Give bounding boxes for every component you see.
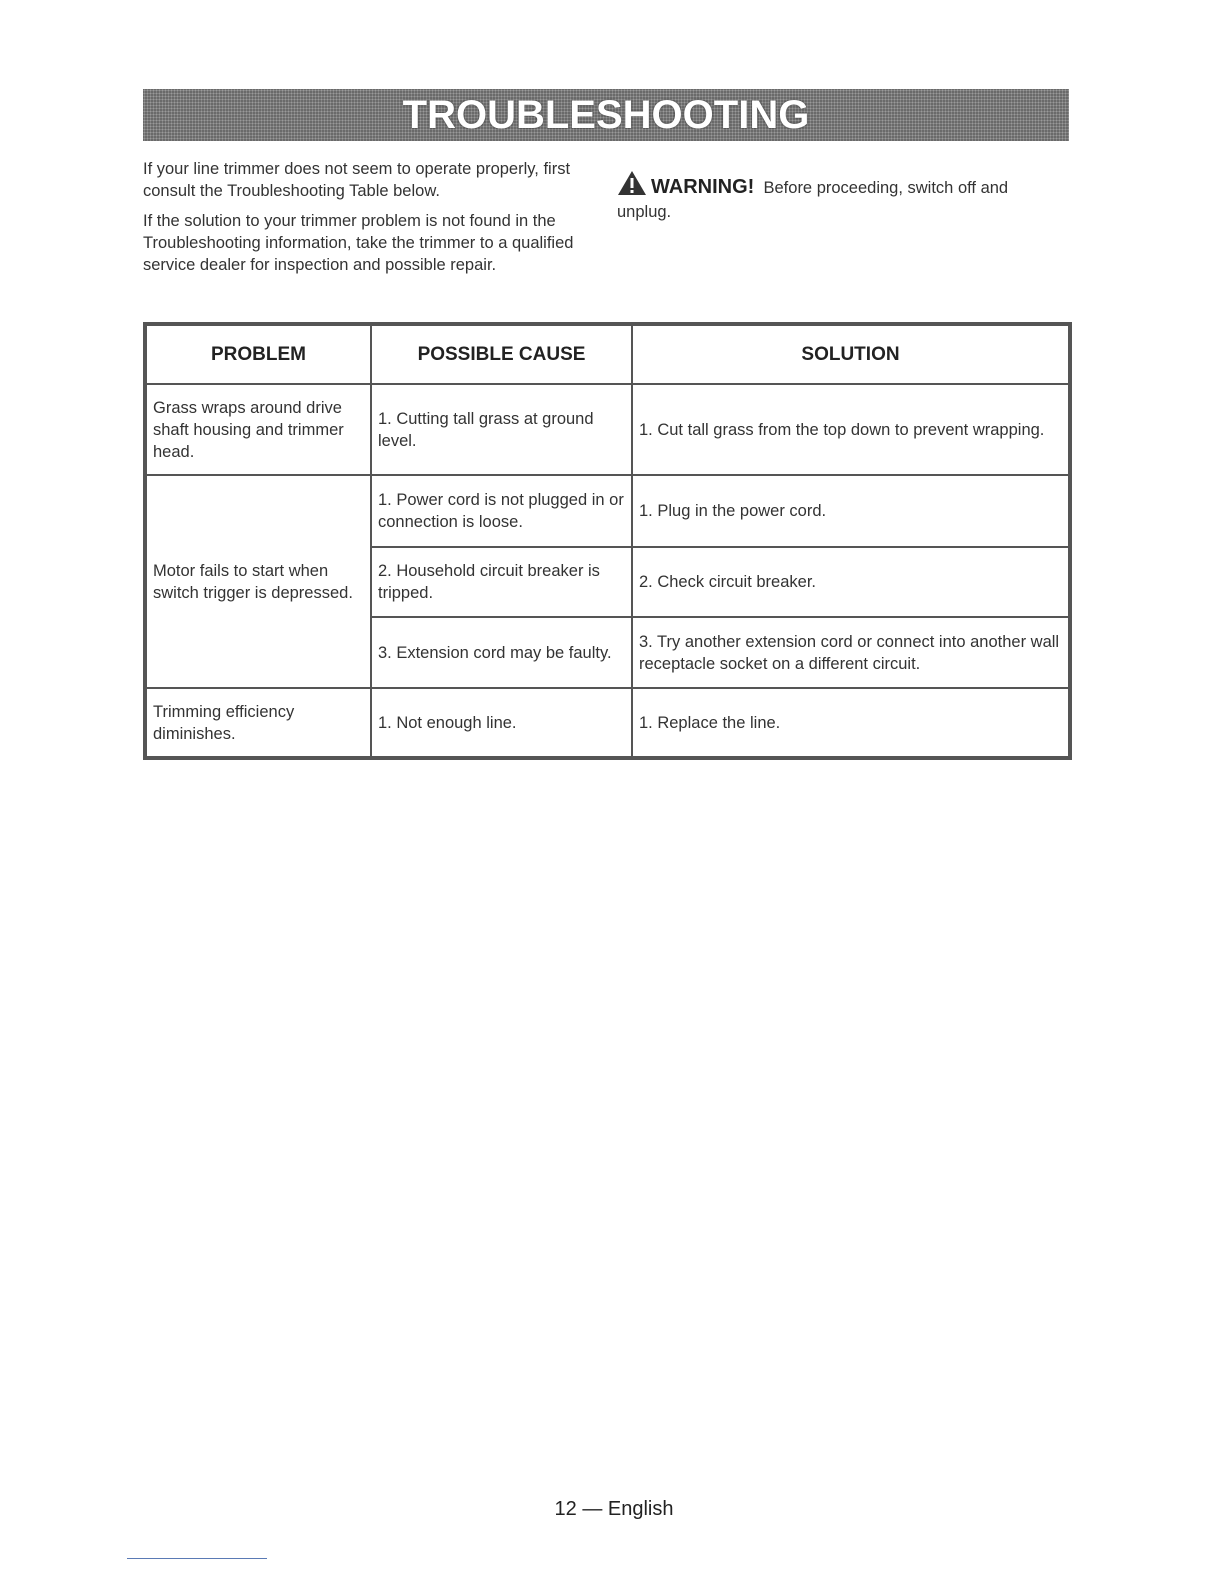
cause-cell: 3. Extension cord may be faulty.: [371, 617, 632, 688]
troubleshooting-table: [143, 322, 1072, 760]
table-row: [145, 688, 1070, 758]
header-problem: PROBLEM: [145, 324, 371, 384]
page-title: TROUBLESHOOTING: [402, 92, 810, 137]
table-row: [145, 475, 1070, 547]
cause-cell: 1. Not enough line.: [371, 688, 632, 758]
solution-cell: 1. Cut tall grass from the top down to prevent wrapping.: [632, 384, 1070, 475]
bottom-rule: [127, 1558, 267, 1559]
problem-cell: Motor fails to start when switch trigger is depressed.: [145, 475, 371, 688]
intro-paragraph: If the solution to your trimmer problem is not found in the Troubleshooting information, take the trimmer to a qualified service dealer for inspection and possible repair.: [143, 212, 574, 274]
table-row: [145, 384, 1070, 475]
cause-cell: 2. Household circuit breaker is tripped.: [371, 547, 632, 617]
cause-cell: 1. Cutting tall grass at ground level.: [371, 384, 632, 475]
table-header-row: [145, 324, 1070, 384]
header-solution: SOLUTION: [632, 324, 1070, 384]
intro-text: [143, 158, 593, 284]
warning-text: Before proceeding, switch off and unplug.: [617, 179, 1009, 221]
title-banner: [143, 89, 1069, 141]
page-footer: [0, 1498, 1224, 1521]
cause-cell: 1. Power cord is not plugged in or connection is loose.: [371, 475, 632, 547]
page-number: 12 — English: [554, 1498, 674, 1520]
header-possible-cause: POSSIBLE CAUSE: [371, 324, 632, 384]
warning-block: [617, 170, 1057, 223]
solution-cell: 3. Try another extension cord or connect into another wall receptacle socket on a different circuit.: [632, 617, 1070, 688]
warning-label: WARNING!: [651, 176, 755, 198]
solution-cell: 1. Replace the line.: [632, 688, 1070, 758]
intro-paragraph: If your line trimmer does not seem to operate properly, first consult the Troubleshooting Table below.: [143, 160, 571, 200]
warning-triangle-icon: [617, 170, 647, 202]
solution-cell: 1. Plug in the power cord.: [632, 475, 1070, 547]
problem-cell: Grass wraps around drive shaft housing and trimmer head.: [145, 384, 371, 475]
problem-cell: Trimming efficiency diminishes.: [145, 688, 371, 758]
solution-cell: 2. Check circuit breaker.: [632, 547, 1070, 617]
